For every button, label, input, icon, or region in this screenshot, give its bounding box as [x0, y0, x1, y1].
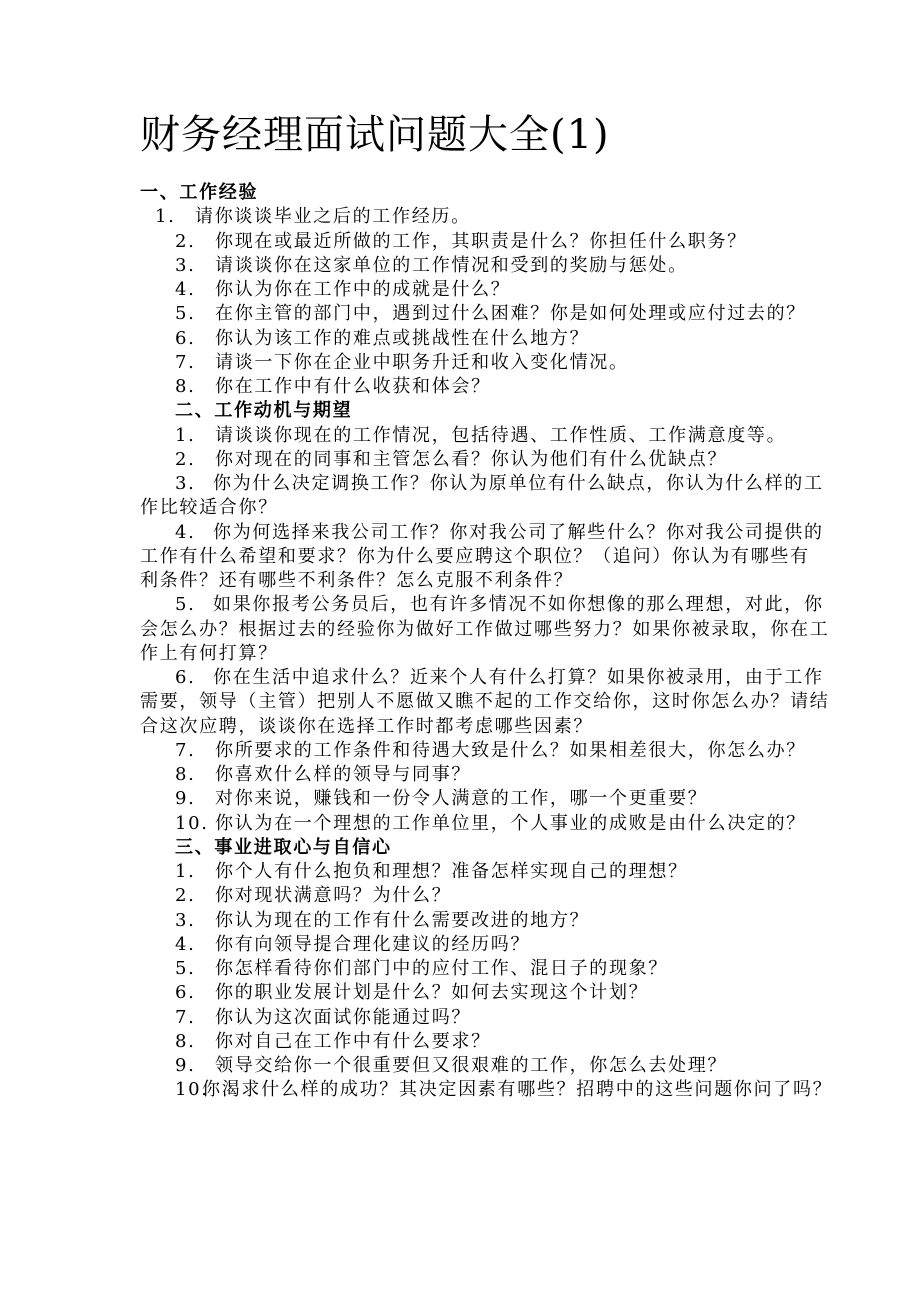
item-number: 8. [175, 1030, 196, 1052]
item-text: 你个人有什么抱负和理想？准备怎样实现自己的理想？ [215, 861, 688, 882]
item-number: 10. [175, 812, 209, 834]
section-heading-line [140, 399, 820, 423]
item-number: 10. [175, 1079, 209, 1101]
item-text: 你怎样看待你们部门中的应付工作、混日子的现象？ [215, 958, 669, 979]
item-text-continuation: 会怎么办？根据过去的经验你为做好工作做过哪些努力？如果你被录取，你在工 [140, 618, 830, 640]
item-text-continuation: 作比较适合你？ [140, 497, 278, 519]
list-item-line [140, 739, 820, 763]
item-text-continuation: 合这次应聘，谈谈你在选择工作时都考虑哪些因素？ [140, 715, 594, 737]
list-item-line [140, 1006, 820, 1030]
list-item-line [140, 860, 820, 884]
list-item-line [140, 351, 820, 375]
item-text: 如果你报考公务员后，也有许多情况不如你想像的那么理想，对此，你 [213, 594, 824, 616]
item-text: 你现在或最近所做的工作，其职责是什么？你担任什么职务？ [215, 230, 747, 252]
item-number: 3. [175, 473, 196, 494]
list-item-line [140, 981, 820, 1005]
section-heading-line [140, 181, 820, 205]
item-text: 你的职业发展计划是什么？如何去实现这个计划？ [215, 982, 649, 1004]
list-item-line [140, 521, 824, 545]
list-item-line [140, 327, 820, 351]
item-number: 5. [175, 594, 196, 616]
item-number: 2. [175, 448, 196, 470]
list-item-line [140, 715, 820, 739]
item-number: 3. [175, 909, 196, 931]
list-item-line [140, 1030, 820, 1054]
section-heading: 三、事业进取心与自信心 [175, 836, 392, 858]
item-number: 9. [175, 1055, 196, 1076]
item-text-continuation: 作上有何打算？ [140, 642, 278, 664]
list-item-line [140, 496, 820, 520]
list-item-line [140, 1078, 833, 1102]
item-number: 5. [175, 303, 196, 325]
document-title: 财务经理面试问题大全(1) [140, 112, 610, 158]
list-item-line [140, 230, 820, 254]
item-number: 8. [175, 376, 196, 397]
item-number: 9. [175, 788, 196, 810]
item-text: 你对现在的同事和主管怎么看？你认为他们有什么优缺点？ [215, 448, 728, 470]
list-item-line [140, 909, 820, 933]
item-number: 2. [175, 885, 196, 907]
item-text: 你有向领导提合理化建议的经历吗？ [215, 933, 531, 955]
item-text: 你在生活中追求什么？近来个人有什么打算？如果你被录用，由于工作 [213, 667, 824, 688]
list-item-line [140, 545, 820, 569]
list-item-line [140, 1054, 820, 1078]
list-item-line [140, 569, 820, 593]
list-item-line [140, 957, 820, 981]
list-item-line [140, 205, 820, 229]
item-text: 你认为现在的工作有什么需要改进的地方？ [215, 909, 590, 931]
item-number: 6. [175, 982, 196, 1004]
list-item-line [140, 618, 830, 642]
list-item-line [140, 472, 824, 496]
item-number: 5. [175, 958, 196, 979]
list-item-line [140, 690, 830, 714]
list-item-line [140, 424, 820, 448]
item-text: 你认为你在工作中的成就是什么？ [215, 279, 511, 300]
item-number: 7. [175, 739, 196, 761]
item-text: 你认为该工作的难点或挑战性在什么地方？ [215, 327, 590, 349]
item-text-continuation: 工作有什么希望和要求？你为什么要应聘这个职位？（追问）你认为有哪些有 [140, 545, 810, 567]
list-item-line [140, 278, 820, 302]
list-item-line [140, 642, 820, 666]
list-item-line [140, 375, 820, 399]
item-number: 1. [155, 206, 176, 228]
item-number: 8. [175, 764, 196, 785]
item-text: 你所要求的工作条件和待遇大致是什么？如果相差很大，你怎么办？ [215, 739, 806, 761]
item-text: 请你谈谈毕业之后的工作经历。 [195, 206, 471, 228]
item-text: 你对自己在工作中有什么要求？ [215, 1030, 491, 1052]
item-text: 你认为这次面试你能通过吗？ [215, 1006, 472, 1028]
item-text: 请谈谈你在这家单位的工作情况和受到的奖励与惩处。 [215, 254, 688, 276]
item-number: 7. [175, 1006, 196, 1028]
item-text-continuation: 利条件？还有哪些不利条件？怎么克服不利条件？ [140, 570, 574, 591]
item-number: 4. [175, 279, 196, 300]
item-number: 3. [175, 254, 196, 276]
item-text: 你为何选择来我公司工作？你对我公司了解些什么？你对我公司提供的 [213, 521, 824, 543]
item-number: 6. [175, 667, 196, 688]
section-heading-line [140, 836, 820, 860]
item-number: 2. [175, 230, 196, 252]
list-item-line [140, 666, 824, 690]
item-number: 1. [175, 424, 196, 446]
item-number: 4. [175, 933, 196, 955]
item-text: 你对现状满意吗？为什么？ [215, 885, 452, 907]
list-item-line [140, 812, 820, 836]
item-text-continuation: 需要，领导（主管）把别人不愿做又瞧不起的工作交给你，这时你怎么办？请结 [140, 691, 830, 713]
item-text: 你渴求什么样的成功？其决定因素有哪些？招聘中的这些问题你问了吗？ [202, 1079, 833, 1101]
list-item-line [140, 933, 820, 957]
item-number: 7. [175, 351, 196, 373]
item-number: 1. [175, 861, 196, 882]
item-text: 你认为在一个理想的工作单位里，个人事业的成败是由什么决定的？ [215, 812, 806, 834]
item-number: 6. [175, 327, 196, 349]
list-item-line [140, 302, 820, 326]
item-text: 请谈一下你在企业中职务升迁和收入变化情况。 [215, 351, 629, 373]
item-text: 请谈谈你现在的工作情况，包括待遇、工作性质、工作满意度等。 [215, 424, 787, 446]
item-text: 你喜欢什么样的领导与同事？ [215, 764, 472, 785]
list-item-line [140, 763, 820, 787]
item-text: 你为什么决定调换工作？你认为原单位有什么缺点，你认为什么样的工 [213, 473, 824, 494]
section-heading: 二、工作动机与期望 [175, 400, 353, 422]
list-item-line [140, 787, 820, 811]
item-text: 你在工作中有什么收获和体会？ [215, 376, 491, 397]
list-item-line [140, 884, 820, 908]
item-text: 对你来说，赚钱和一份令人满意的工作，哪一个更重要？ [215, 788, 708, 810]
list-item-line [140, 254, 820, 278]
item-number: 4. [175, 521, 196, 543]
item-text: 在你主管的部门中，遇到过什么困难？你是如何处理或应付过去的？ [215, 303, 806, 325]
item-text: 领导交给你一个很重要但又很艰难的工作，你怎么去处理？ [215, 1055, 728, 1076]
section-heading: 一、工作经验 [140, 182, 259, 203]
list-item-line [140, 593, 824, 617]
document-body [140, 181, 833, 1103]
list-item-line [140, 448, 820, 472]
